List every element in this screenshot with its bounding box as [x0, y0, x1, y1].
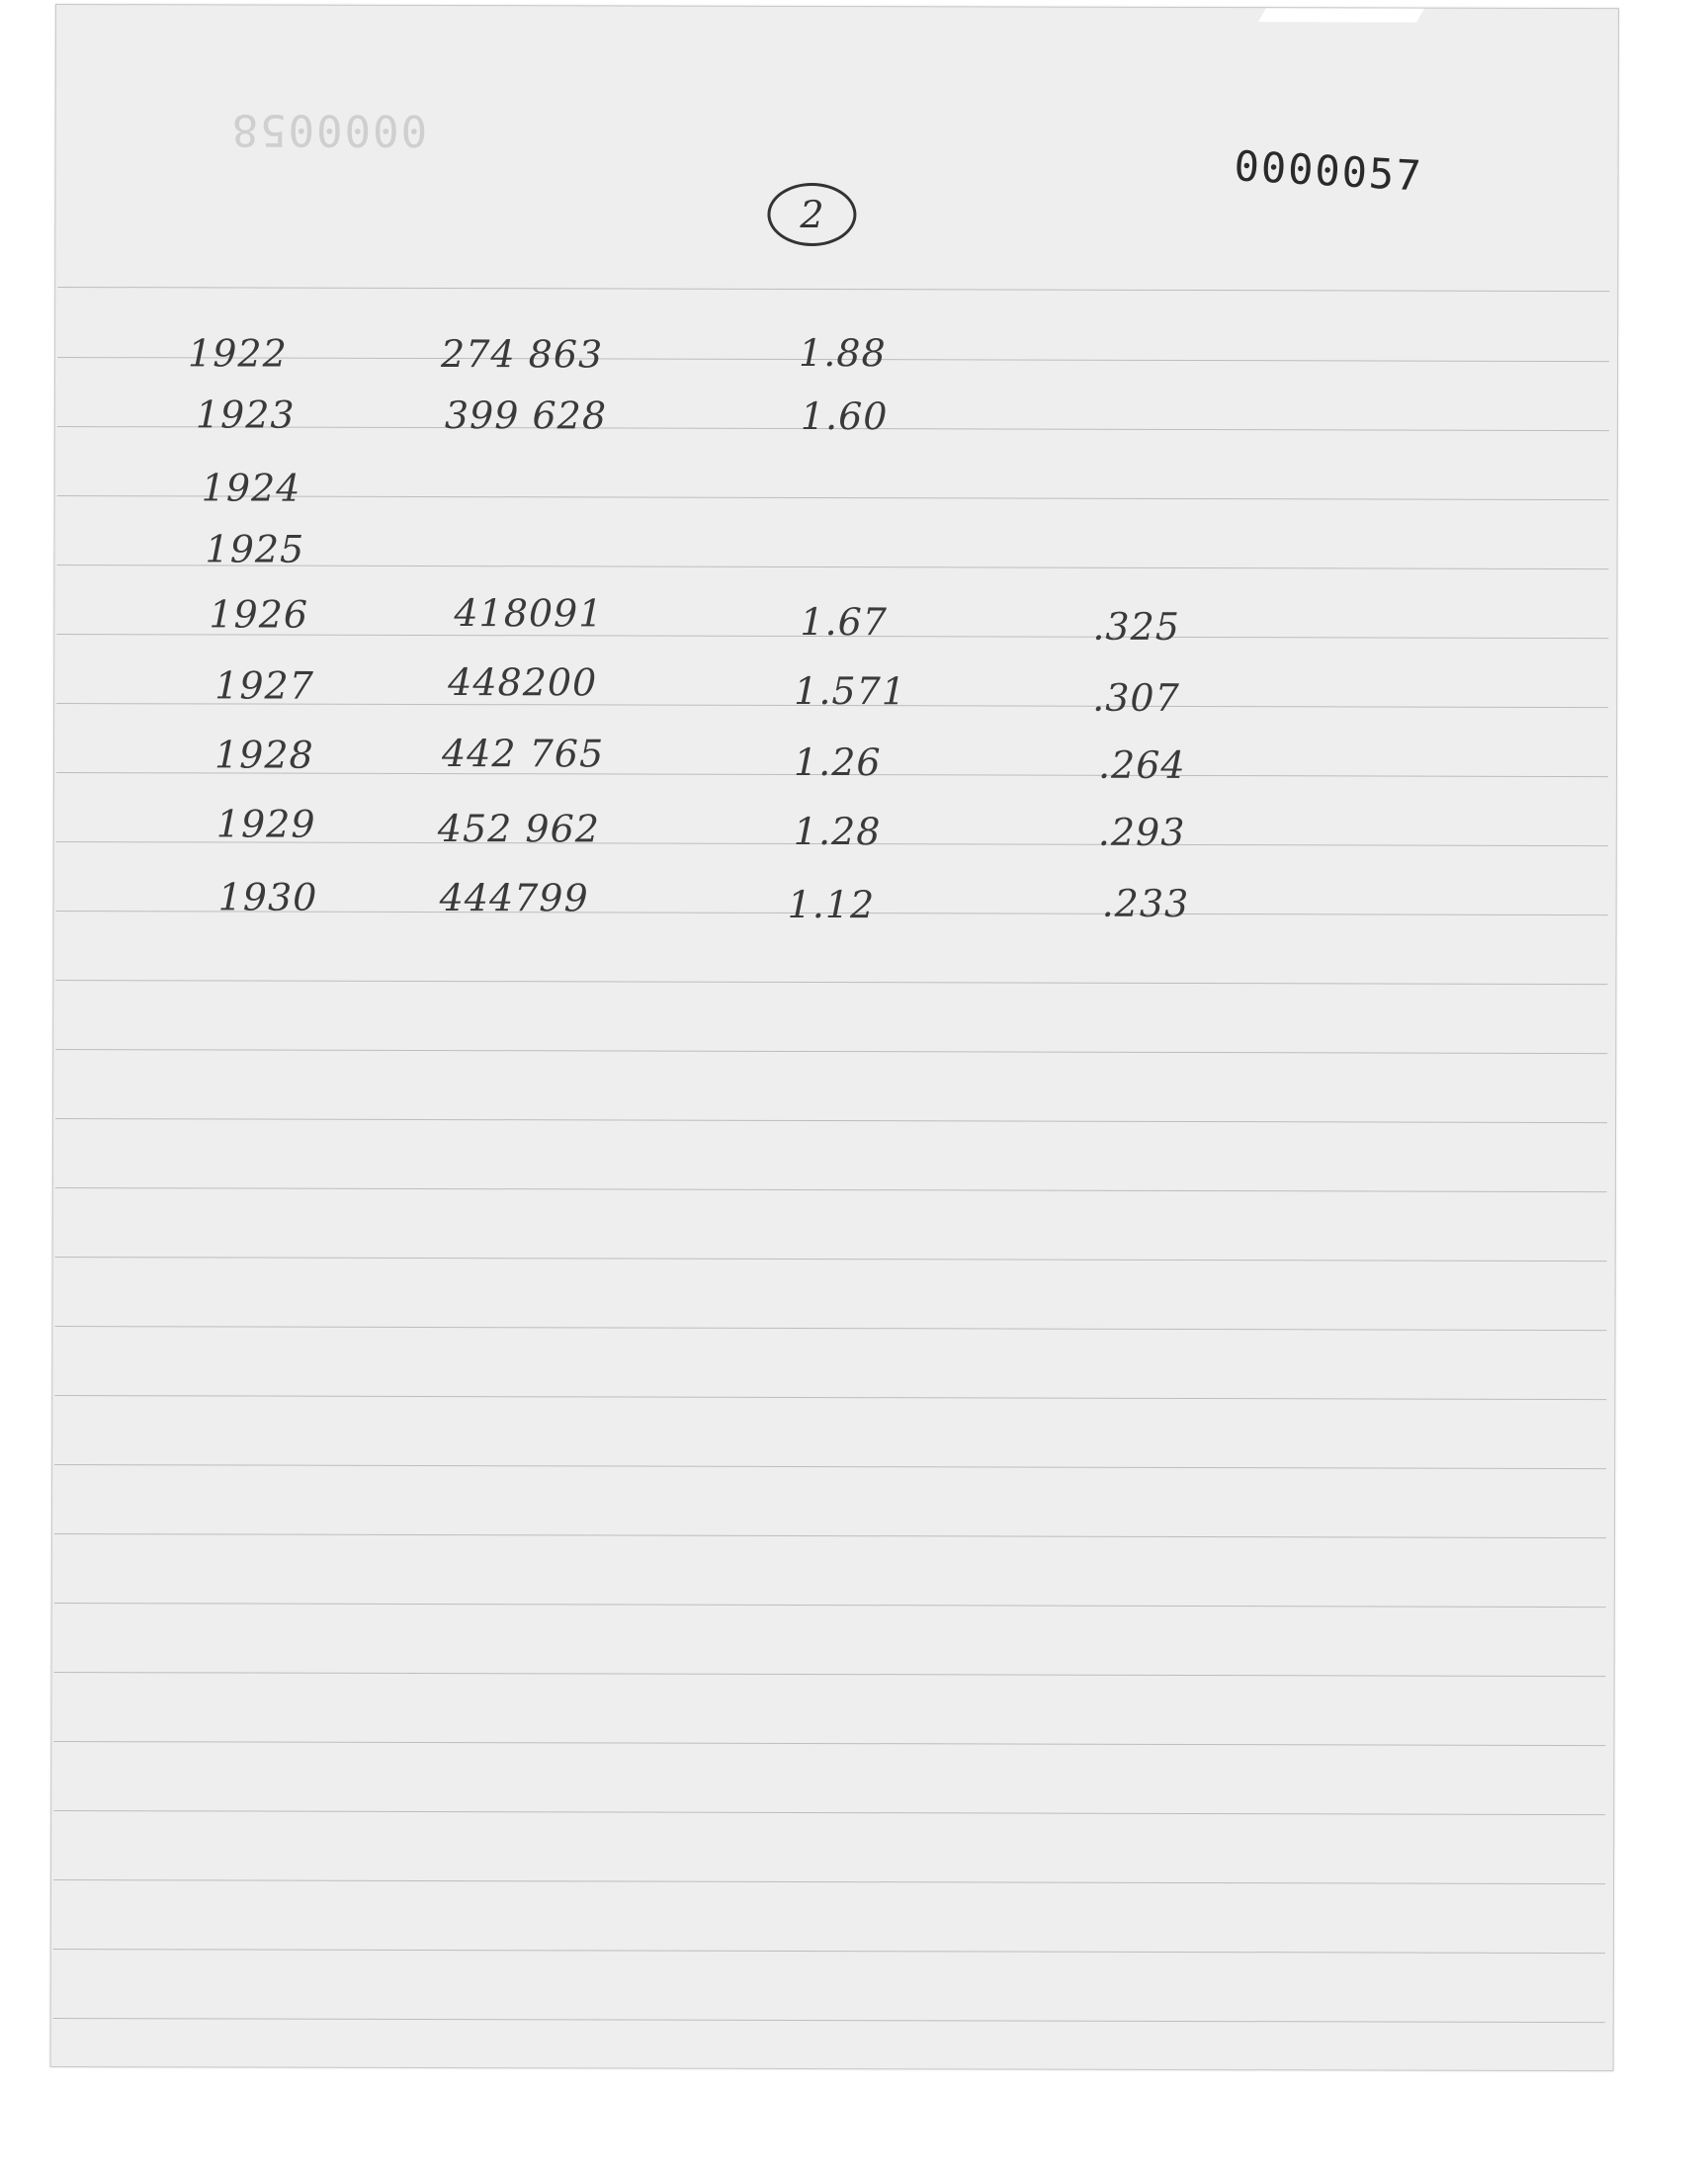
count-cell: 399 628	[444, 393, 608, 438]
fraction-cell: .307	[1092, 675, 1180, 720]
count-cell: 274 863	[441, 332, 604, 377]
ruled-line	[53, 1949, 1605, 1954]
count-cell: 448200	[448, 660, 598, 705]
ruled-line	[54, 1672, 1606, 1677]
ruled-line	[53, 1879, 1605, 1884]
ratio-cell: 1.26	[793, 740, 882, 785]
year-cell: 1928	[214, 733, 314, 777]
bleed-through-stamp: 0000058	[229, 104, 428, 155]
year-cell: 1924	[201, 466, 301, 510]
count-cell: 444799	[439, 876, 589, 920]
fraction-cell: .325	[1092, 604, 1181, 649]
circled-page-number: 2	[767, 183, 856, 246]
ruled-line	[54, 1464, 1606, 1469]
ruled-line	[54, 1395, 1606, 1400]
year-cell: 1929	[215, 802, 316, 846]
year-cell: 1923	[195, 392, 296, 437]
ruled-line	[55, 1118, 1607, 1123]
ruled-line	[55, 980, 1607, 985]
ruled-line	[53, 1741, 1605, 1746]
ratio-cell: 1.88	[799, 330, 887, 376]
lined-paper-sheet	[50, 4, 1619, 2071]
ruled-line	[55, 1187, 1607, 1192]
year-cell: 1930	[217, 875, 318, 919]
ruled-line	[53, 1810, 1605, 1815]
year-cell: 1927	[214, 663, 314, 708]
year-cell: 1925	[205, 527, 305, 571]
ratio-cell: 1.28	[793, 809, 882, 854]
count-cell: 452 962	[437, 807, 601, 851]
count-cell: 418091	[454, 591, 604, 636]
ruled-line	[54, 1533, 1606, 1538]
ruled-line	[54, 1603, 1606, 1608]
ruled-line	[55, 1049, 1607, 1054]
ratio-cell: 1.60	[800, 393, 889, 439]
ruled-line	[55, 1257, 1607, 1262]
fraction-cell: .264	[1097, 742, 1186, 787]
ratio-cell: 1.12	[787, 882, 876, 927]
count-cell: 442 765	[441, 732, 605, 776]
ruled-line	[54, 1326, 1606, 1331]
ratio-cell: 1.67	[800, 599, 889, 645]
year-cell: 1922	[188, 331, 288, 376]
ruled-line	[53, 2018, 1605, 2023]
ruled-line	[57, 287, 1609, 292]
ratio-cell: 1.571	[794, 668, 907, 714]
fraction-cell: .293	[1097, 810, 1186, 854]
torn-corner	[1258, 8, 1424, 22]
fraction-cell: .233	[1101, 881, 1190, 926]
year-cell: 1926	[209, 592, 309, 637]
document-number-stamp: 0000057	[1233, 141, 1424, 201]
